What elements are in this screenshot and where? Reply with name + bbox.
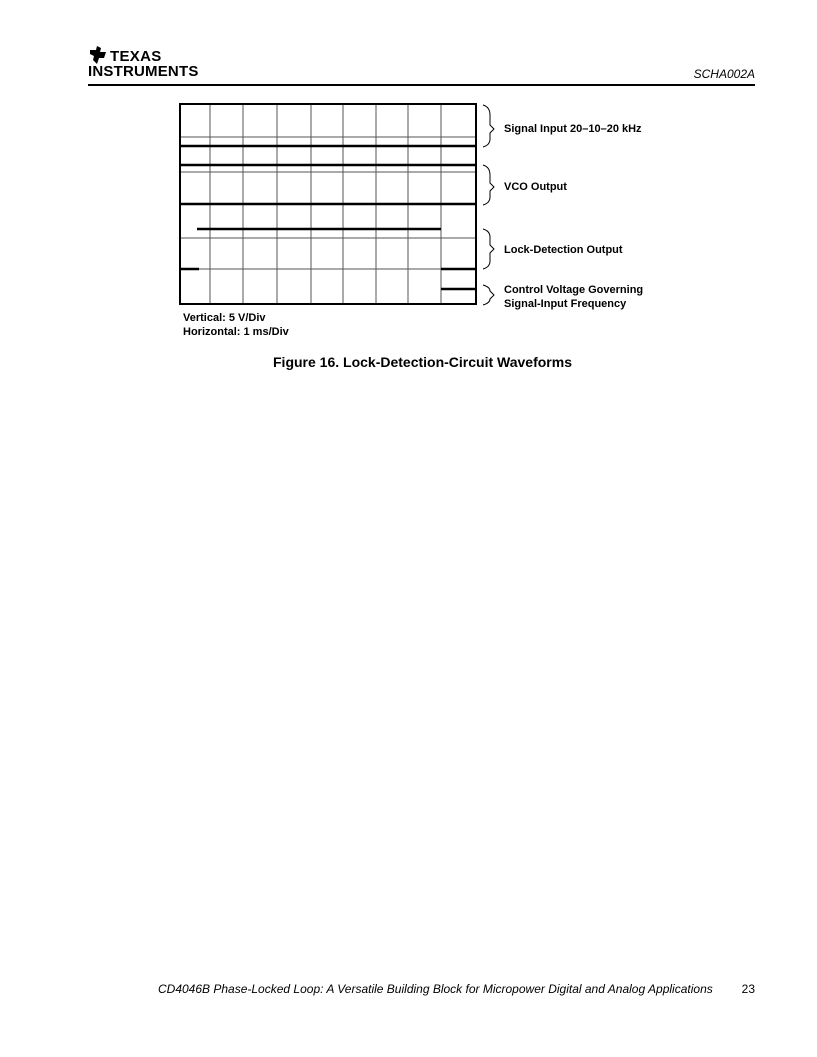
brace-3 (483, 229, 494, 269)
brace-2 (483, 165, 494, 205)
traces (180, 104, 476, 304)
brace-1 (483, 105, 494, 147)
brace-4 (483, 285, 494, 305)
waveform-figure (170, 95, 500, 315)
vertical-scale: Vertical: 5 V/Div (183, 312, 266, 324)
logo-text-texas: TEXAS (110, 48, 162, 65)
label-vco-output: VCO Output (504, 181, 567, 193)
ti-logo-icon (88, 46, 108, 64)
ti-logo (88, 46, 199, 82)
label-control-voltage-2: Signal-Input Frequency (504, 298, 627, 310)
header-rule (88, 84, 755, 86)
document-id: SCHA002A (693, 67, 755, 81)
figure-caption: Figure 16. Lock-Detection-Circuit Waveforms (273, 354, 572, 370)
braces (483, 105, 494, 305)
label-lock-detection: Lock-Detection Output (504, 244, 623, 256)
footer-title: CD4046B Phase-Locked Loop: A Versatile Building Block for Micropower Digital and Analog Applications (158, 982, 713, 996)
logo-text-instruments: INSTRUMENTS (88, 63, 199, 80)
page-number: 23 (741, 982, 755, 996)
label-signal-input: Signal Input 20–10–20 kHz (504, 123, 642, 135)
horizontal-scale: Horizontal: 1 ms/Div (183, 326, 289, 338)
label-control-voltage-1: Control Voltage Governing (504, 284, 644, 296)
